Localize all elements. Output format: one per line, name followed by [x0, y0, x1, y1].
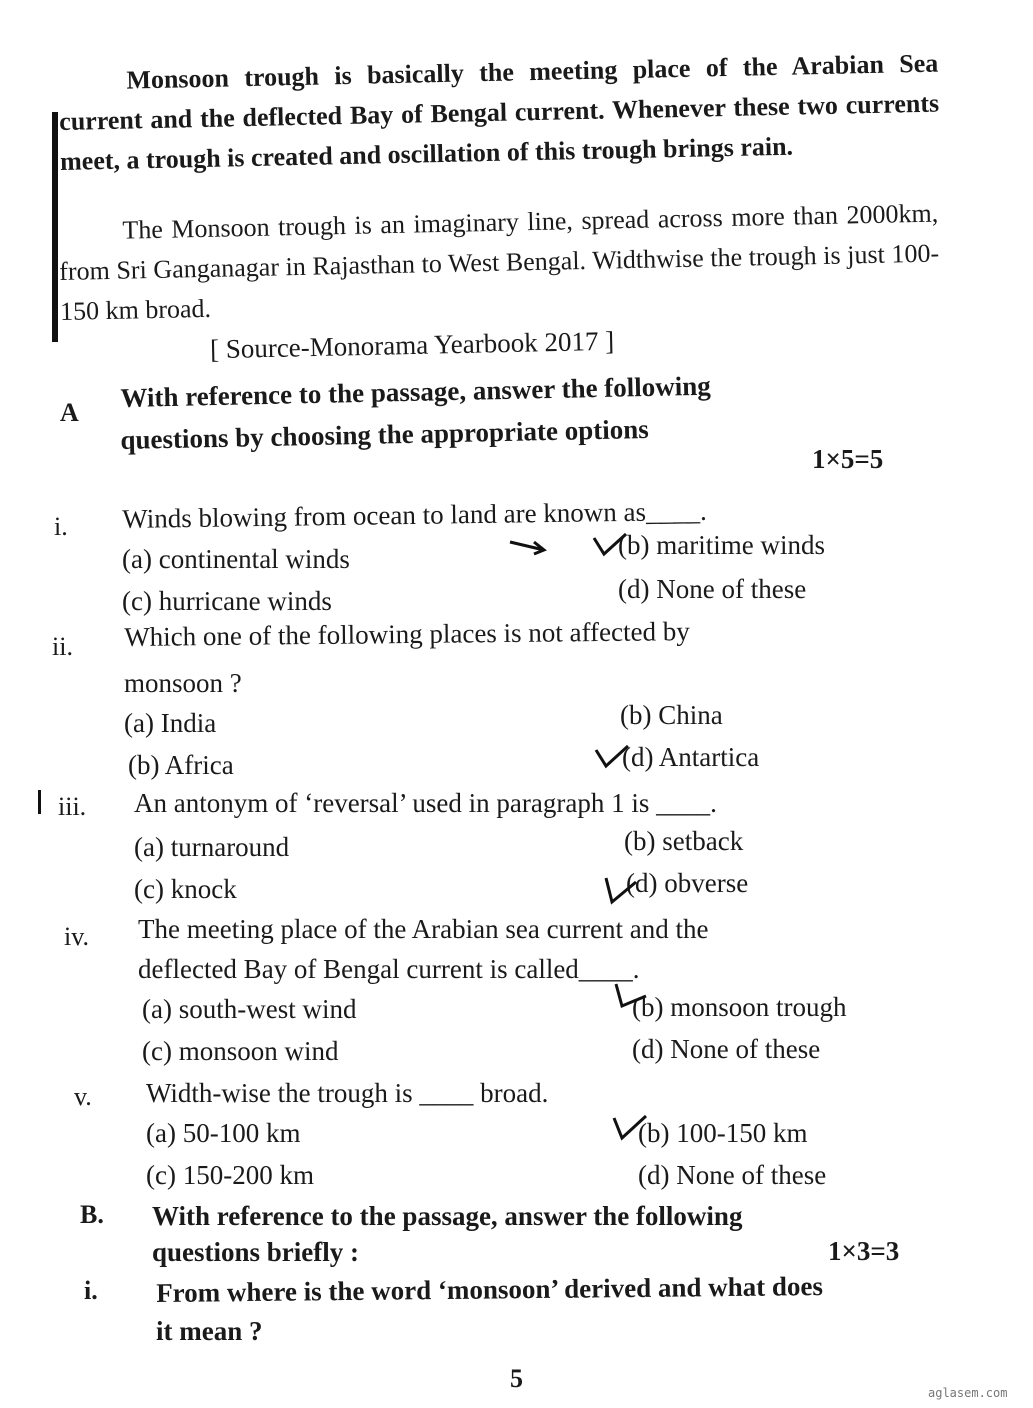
handwritten-tick-icon [590, 530, 630, 560]
handwritten-arrow-icon [508, 536, 548, 556]
option-c: (c) knock [134, 874, 237, 904]
option-a: (a) south-west wind [142, 994, 357, 1024]
option-a: (a) turnaround [134, 832, 290, 862]
option-a: (a) continental winds [122, 544, 350, 574]
option-b: (b) China [620, 700, 723, 730]
section-b-marks: 1×3=3 [828, 1236, 900, 1266]
option-c: (c) 150-200 km [146, 1160, 314, 1190]
question-text-line2: it mean ? [156, 1316, 263, 1346]
question-text-line1: From where is the word ‘monsoon’ derived and what does [156, 1271, 824, 1308]
option-c: (b) Africa [128, 750, 234, 780]
section-a-marks: 1×5=5 [812, 444, 884, 474]
option-b: (b) setback [624, 826, 744, 856]
option-b: (b) 100-150 km [638, 1118, 808, 1148]
passage-paragraph-2: The Monsoon trough is an imaginary line, spread across more than 2000km, from Sri Ganganagar in Rajasthan to West Bengal. Widthwise the trough is just 100-150 km broad. [58, 198, 940, 326]
option-d: (d) Antartica [622, 742, 760, 772]
question-text-line2: monsoon ? [124, 668, 242, 698]
section-b-instruction-line2: questions briefly : [152, 1237, 360, 1267]
section-a-instruction-line2: questions by choosing the appropriate options [120, 413, 649, 455]
question-text-line1: The meeting place of the Arabian sea current and the [138, 914, 709, 944]
option-a: (a) India [124, 708, 217, 738]
margin-bar [52, 112, 58, 342]
passage-source: [ Source-Monorama Yearbook 2017 ] [209, 325, 615, 365]
handwritten-tick-icon [600, 868, 640, 908]
passage-paragraph-1: Monsoon trough is basically the meeting place of the Arabian Sea current and the deflected Bay of Bengal current. Whenever these two currents meet, a trough is created and oscillation of this trough brings rain. [58, 48, 940, 176]
watermark: aglasem.com [928, 1386, 1008, 1400]
option-d: (d) None of these [632, 1034, 821, 1064]
option-c: (c) hurricane winds [122, 586, 332, 616]
question-text: Width-wise the trough is ____ broad. [146, 1078, 549, 1108]
question-text: Winds blowing from ocean to land are known as____. [122, 495, 707, 534]
option-c: (c) monsoon wind [142, 1036, 339, 1066]
question-number: i. [54, 512, 68, 541]
option-d: (d) None of these [638, 1160, 827, 1190]
option-b: (b) maritime winds [618, 530, 825, 560]
section-a-label: A [60, 398, 79, 427]
option-d: (d) obverse [626, 868, 749, 898]
handwritten-tick-icon [592, 742, 632, 772]
question-number: i. [84, 1276, 98, 1305]
question-number: ii. [52, 632, 73, 661]
handwritten-tick-icon [610, 1110, 650, 1144]
section-b-instruction-line1: With reference to the passage, answer the following [152, 1201, 743, 1231]
option-d: (d) None of these [618, 574, 807, 604]
question-number: iv. [64, 922, 90, 951]
question-text-line2: deflected Bay of Bengal current is called____. [138, 954, 640, 984]
page-number: 5 [510, 1364, 523, 1393]
section-a-instruction-line1: With reference to the passage, answer the following [120, 370, 712, 413]
option-a: (a) 50-100 km [146, 1118, 301, 1148]
question-text-line1: Which one of the following places is not affected by [124, 616, 690, 652]
handwritten-tick-icon [610, 976, 650, 1016]
question-text: An antonym of ‘reversal’ used in paragraph 1 is ____. [134, 788, 717, 818]
margin-bar [38, 790, 41, 814]
option-b: (b) monsoon trough [632, 992, 847, 1022]
question-number: iii. [58, 792, 87, 821]
question-number: v. [74, 1082, 92, 1111]
section-b-label: B. [80, 1200, 104, 1229]
